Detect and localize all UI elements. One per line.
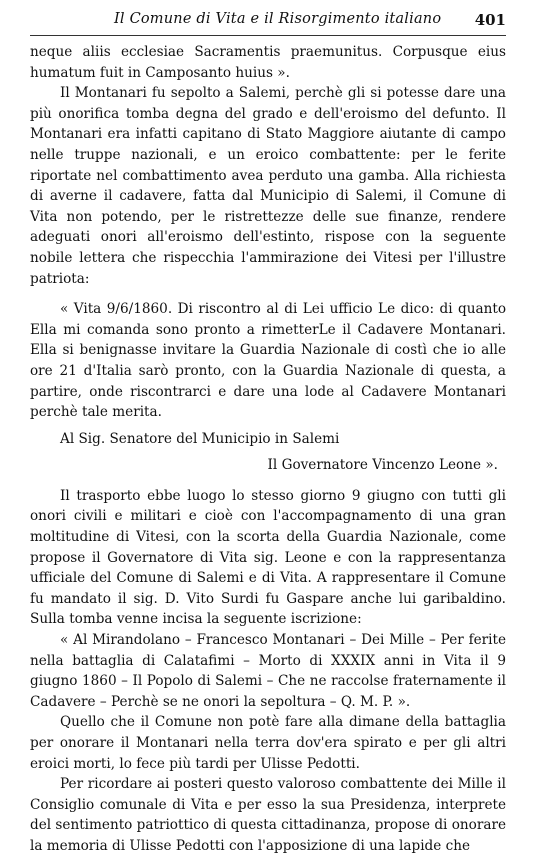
spacer <box>30 476 506 486</box>
header-rule <box>30 35 506 36</box>
paragraph-pedotti: Quello che il Comune non potè fare alla dimane della battaglia per onorare il Montanari nella terra dov'era spirato e per gli altri eroici morti, lo fece più tardi per Ulisse Pedotti. <box>30 714 506 772</box>
page-header <box>30 11 506 33</box>
paragraph-continuation: neque aliis ecclesiae Sacramentis praemunitus. Corpusque eius humatum fuit in Camposanto huius ». <box>30 44 506 81</box>
spacer <box>30 289 506 299</box>
running-title: Il Comune di Vita e il Risorgimento italiano <box>114 11 442 27</box>
letter-addressee: Al Sig. Senatore del Municipio in Salemi <box>60 430 340 447</box>
paragraph-commemoration: Per ricordare ai posteri questo valoroso combattente dei Mille il Consiglio comunale di Vita e per esso la sua Presidenza, interprete del sentimento patriottico di questa cittadinanza, propose di onorare la memoria di Ulisse Pedotti con l'apposizione di una lapide che <box>30 776 506 854</box>
paragraph-montanari-burial: Il Montanari fu sepolto a Salemi, perchè gli si potesse dare una più onorifica tomba degna del grado e dell'eroismo del defunto. Il Montanari era infatti capitano di Stato Maggiore aiutante di campo nelle truppe nazionali, e un eroico combattente: per le ferite riportate nel combattimento avea perduto una gamba. Alla richiesta di averne il cadavere, fatta dal Municipio di Salemi, il Comune di Vita non potendo, per le ristrettezze delle sue finanze, rendere adeguati onori all'eroismo dell'estinto, rispose con la seguente nobile lettera che rispecchia l'ammirazione dei Vitesi per l'illustre patriota: <box>30 85 506 287</box>
paragraph-transport: Il trasporto ebbe luogo lo stesso giorno 9 giugno con tutti gli onori civili e militari e cioè con l'accompagnamento di una gran moltitudine di Vitesi, con la scorta della Guardia Nazionale, come propose il Governatore di Vita sig. Leone e con la rappresentanza ufficiale del Comune di Salemi e di Vita. A rappresentare il Comune fu mandato il sig. D. Vito Surdi fu Gaspare anche lui garibaldino. Sulla tomba venne incisa la seguente iscrizione: <box>30 487 506 628</box>
letter-signature: Il Governatore Vincenzo Leone ». <box>267 457 498 474</box>
tomb-inscription: « Al Mirandolano – Francesco Montanari – Dei Mille – Per ferite nella battaglia di Calatafimi – Morto di XXXIX anni in Vita il 9 giugno 1860 – Il Popolo di Salemi – Che ne raccolse fraternamente il Cadavere – Perchè se ne onori la sepoltura – Q. M. P. ». <box>30 632 506 710</box>
page-number: 401 <box>474 11 506 29</box>
page-body <box>30 42 506 857</box>
quoted-letter: « Vita 9/6/1860. Di riscontro al di Lei ufficio Le dico: di quanto Ella mi comanda sono pronto a rimetterLe il Cadavere Montanari. Ella si benignasse invitare la Guardia Nazionale di costì che io alle ore 21 d'Italia sarò pronto, con la Guardia Nazionale di questa, a partire, onde riscontrarci e dare una lode al Cadavere Montanari perchè tale merita. <box>30 301 506 421</box>
